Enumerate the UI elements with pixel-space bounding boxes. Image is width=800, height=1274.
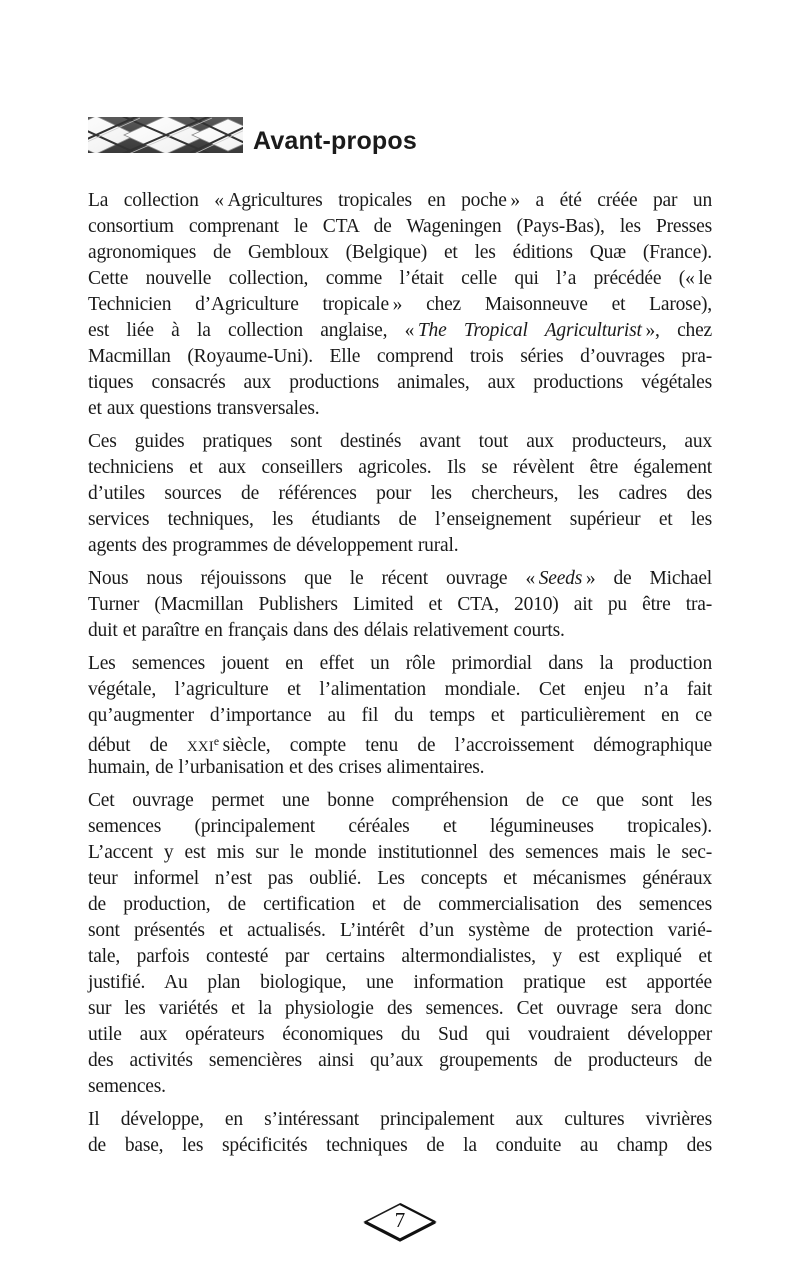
text-line: justifié. Au plan biologique, une information pratique est apportée [88,972,712,993]
text-line: est liée à la collection anglaise, « The Tropical Agriculturist », chez [88,320,712,341]
text-line: Macmillan (Royaume-Uni). Elle comprend trois séries d’ouvrages pra- [88,346,712,367]
text-line: sont présentés et actualisés. L’intérêt d’un système de protection varié- [88,920,712,941]
text-line: agents des programmes de développement rural. [88,535,459,556]
text-line: d’utiles sources de références pour les chercheurs, les cadres des [88,483,712,504]
text-line: duit et paraître en français dans des délais relativement courts. [88,620,565,641]
text-line: tale, parfois contesté par certains altermondialistes, y est expliqué et [88,946,712,967]
paragraph [88,429,712,559]
text-line: consortium comprenant le CTA de Wageningen (Pays-Bas), les Presses [88,216,712,237]
paragraph [88,188,712,422]
text-line: La collection « Agricultures tropicales en poche » a été créée par un [88,190,712,211]
text-line: début de XXIe siècle, compte tenu de l’accroissement démographique [88,734,712,756]
text-line: Technicien d’Agriculture tropicale » chez Maisonneuve et Larose), [88,294,712,315]
text-line: services techniques, les étudiants de l’enseignement supérieur et les [88,509,712,530]
text-line: de production, de certification et de commercialisation des semences [88,894,712,915]
paragraph [88,1107,712,1159]
paragraph [88,788,712,1100]
text-line: Cet ouvrage permet une bonne compréhension de ce que sont les [88,790,712,811]
page-number: 7 [394,1207,406,1232]
paragraph [88,566,712,644]
paragraph [88,651,712,781]
text-line: Ces guides pratiques sont destinés avant tout aux producteurs, aux [88,431,712,452]
text-line: des activités semencières ainsi qu’aux groupements de producteurs de [88,1050,712,1071]
chapter-title: Avant-propos [253,127,417,155]
text-line: Il développe, en s’intéressant principalement aux cultures vivrières [88,1109,712,1130]
body-text [88,188,712,1159]
text-line: tiques consacrés aux productions animales, aux productions végétales [88,372,712,393]
text-line: humain, de l’urbanisation et des crises alimentaires. [88,757,485,778]
text-line: Cette nouvelle collection, comme l’était celle qui l’a précédée (« le [88,268,712,289]
text-line: Les semences jouent en effet un rôle primordial dans la production [88,653,712,674]
text-line: teur informel n’est pas oublié. Les concepts et mécanismes généraux [88,868,712,889]
text-line: sur les variétés et la physiologie des semences. Cet ouvrage sera donc [88,998,712,1019]
page-footer [361,1200,439,1244]
text-line: utile aux opérateurs économiques du Sud qui voudraient développer [88,1024,712,1045]
text-line: L’accent y est mis sur le monde institutionnel des semences mais le sec- [88,842,712,863]
text-line: agronomiques de Gembloux (Belgique) et les éditions Quæ (France). [88,242,712,263]
text-line: Nous nous réjouissons que le récent ouvrage « Seeds » de Michael [88,568,712,589]
text-line: et aux questions transversales. [88,398,320,419]
diamond-band-ornament-icon [88,117,243,153]
text-line: Turner (Macmillan Publishers Limited et CTA, 2010) ait pu être tra- [88,594,712,615]
text-line: végétale, l’agriculture et l’alimentation mondiale. Cet enjeu n’a fait [88,679,712,700]
text-line: techniciens et aux conseillers agricoles. Ils se révèlent être également [88,457,712,478]
text-line: semences (principalement céréales et légumineuses tropicales). [88,816,712,837]
text-line: semences. [88,1076,166,1097]
text-line: de base, les spécificités techniques de la conduite au champ des [88,1135,712,1156]
text-line: qu’augmenter d’importance au fil du temps et particulièrement en ce [88,705,712,726]
